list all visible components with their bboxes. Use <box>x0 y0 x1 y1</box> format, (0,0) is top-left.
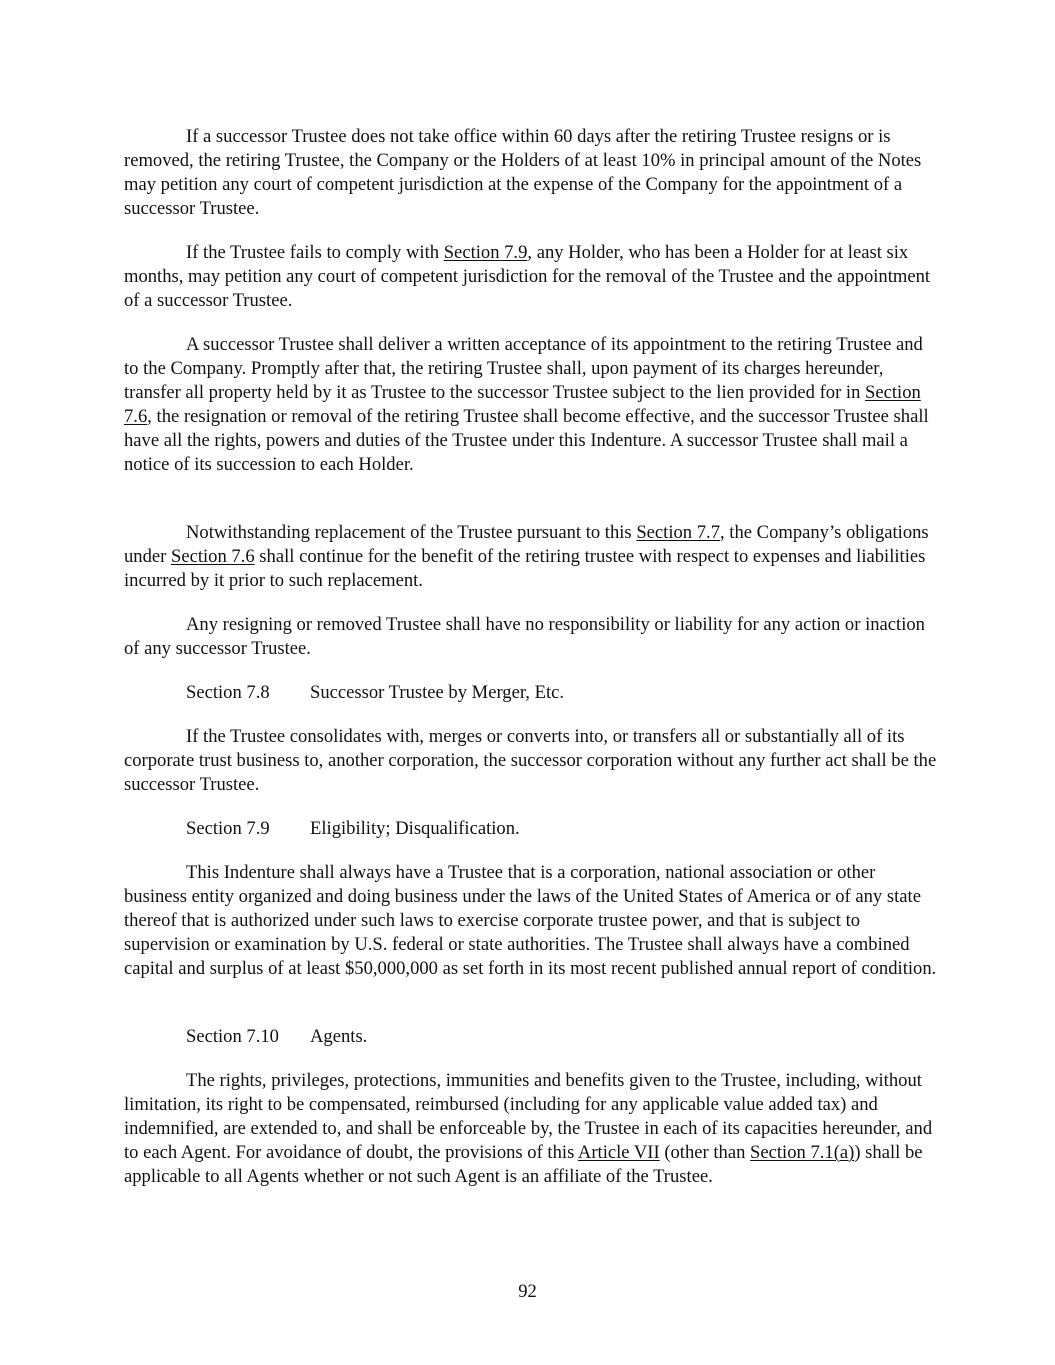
text-segment: Notwithstanding replacement of the Trustee pursuant to this <box>186 522 637 543</box>
section-7-9-reference: Section 7.9 <box>443 242 528 263</box>
paragraph-successor-acceptance <box>124 333 939 477</box>
paragraph-resigning-trustee: Any resigning or removed Trustee shall have no responsibility or liability for any action or inaction of any successor Trustee. <box>124 614 925 659</box>
section-7-8-heading <box>186 681 564 705</box>
section-7-1-a-reference: Section 7.1(a) <box>750 1142 855 1163</box>
article-vii-reference: Article VII <box>577 1142 660 1163</box>
text-segment: , the Company’s obligations under <box>124 522 929 567</box>
section-title: Eligibility; Disqualification. <box>310 818 520 839</box>
paragraph-successor-not-in-office: If a successor Trustee does not take office within 60 days after the retiring Trustee resigns or is removed, the retiring Trustee, the Company or the Holders of at least 10% in principal amount of the Notes may petition any court of competent jurisdiction at the expense of the Company for the appointment of a successor Trustee. <box>124 126 922 219</box>
section-number: Section 7.10 <box>186 1026 279 1047</box>
text-segment: If the Trustee fails to comply with <box>186 242 444 263</box>
text-segment: ) shall be applicable to all Agents whether or not such Agent is an affiliate of the Trustee. <box>124 1142 923 1187</box>
section-title: Successor Trustee by Merger, Etc. <box>310 682 565 703</box>
page-number: 92 <box>518 1281 537 1302</box>
section-7-6-reference: Section 7.6 <box>124 382 921 427</box>
section-7-9-heading <box>186 817 520 841</box>
paragraph-eligibility: This Indenture shall always have a Trustee that is a corporation, national association or other business entity organized and doing business under the laws of the United States of America or of any state thereof that is authorized under such laws to exercise corporate trustee power, and that is subject to supervision or examination by U.S. federal or state authorities. The Trustee shall always have a combined capital and surplus of at least $50,000,000 as set forth in its most recent published annual report of condition. <box>124 862 937 979</box>
text-segment: A successor Trustee shall deliver a written acceptance of its appointment to the retiring Trustee and to the Company. Promptly after that, the retiring Trustee shall, upon payment of its charges hereunder, transfer all property held by it as Trustee to the successor Trustee subject to the lien provided for in <box>124 334 923 403</box>
text-segment: , any Holder, who has been a Holder for at least six months, may petition any court of competent jurisdiction for the removal of the Trustee and the appointment of a successor Trustee. <box>124 242 931 311</box>
paragraph-merger: If the Trustee consolidates with, merges or converts into, or transfers all or substantially all of its corporate trust business to, another corporation, the successor corporation without any further act shall be the successor Trustee. <box>124 726 937 795</box>
paragraph-agents <box>124 1069 939 1189</box>
paragraph-notwithstanding-replacement <box>124 521 939 593</box>
text-segment: shall continue for the benefit of the retiring trustee with respect to expenses and liabilities incurred by it prior to such replacement. <box>124 546 926 591</box>
paragraph-failure-to-comply <box>124 241 939 313</box>
section-number: Section 7.9 <box>186 818 270 839</box>
section-title: Agents. <box>310 1026 368 1047</box>
text-segment: (other than <box>659 1142 751 1163</box>
section-7-6-reference: Section 7.6 <box>170 546 255 567</box>
section-number: Section 7.8 <box>186 682 270 703</box>
text-segment: , the resignation or removal of the retiring Trustee shall become effective, and the successor Trustee shall have all the rights, powers and duties of the Trustee under this Indenture. A successor Trustee shall mail a notice of its succession to each Holder. <box>124 406 929 475</box>
section-7-10-heading <box>186 1025 367 1049</box>
text-segment: The rights, privileges, protections, immunities and benefits given to the Trustee, including, without limitation, its right to be compensated, reimbursed (including for any applicable value added tax) and indemnified, are extended to, and shall be enforceable by, the Trustee in each of its capacities hereunder, and to each Agent. For avoidance of doubt, the provisions of this <box>124 1070 933 1163</box>
section-7-7-reference: Section 7.7 <box>636 522 720 543</box>
